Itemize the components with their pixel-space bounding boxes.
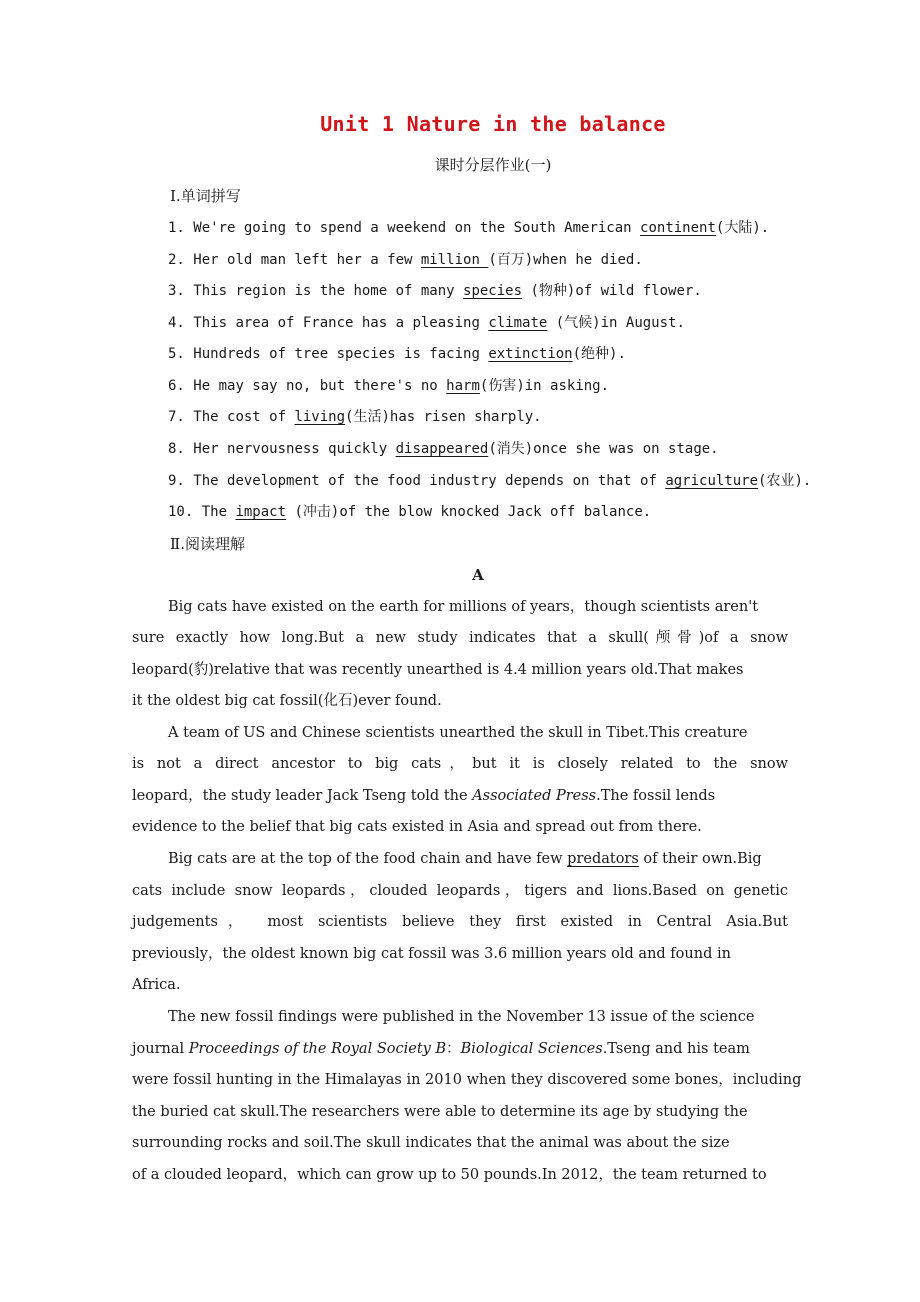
paragraph-line: journal Proceedings of the Royal Society B：Biological Sciences.Tseng and his team (132, 1041, 750, 1057)
answer: agriculture (665, 473, 759, 489)
paragraph-line: judgements， most scientists believe they first existed in Central Asia.But (132, 914, 788, 930)
answer: disappeared (395, 441, 489, 457)
list-item: 3. This region is the home of many species (物种)of wild flower. (168, 283, 702, 299)
italic-title: Biological Sciences (460, 1041, 603, 1057)
paragraph-line: sure exactly how long.But a new study indicates that a skull(颅骨)of a snow (132, 630, 788, 646)
list-item: 1. We're going to spend a weekend on the South American continent(大陆). (168, 220, 770, 236)
underlined-word: predators (567, 851, 639, 867)
answer: continent (640, 220, 716, 236)
list-item: 4. This area of France has a pleasing climate (气候)in August. (168, 315, 685, 331)
italic-title: Proceedings of the Royal Society B (188, 1041, 447, 1057)
italic-title: Associated Press (472, 788, 597, 804)
paragraph-line: it the oldest big cat fossil(化石)ever found. (132, 693, 442, 709)
paragraph-line: Africa. (132, 977, 181, 993)
paragraph-line: the buried cat skull.The researchers were able to determine its age by studying the (132, 1104, 748, 1120)
page-subtitle: 课时分层作业(一) (434, 156, 552, 174)
paragraph-line: of a clouded leopard，which can grow up to 50 pounds.In 2012，the team returned to (132, 1167, 767, 1183)
list-item: 2. Her old man left her a few million (百万)when he died. (168, 252, 643, 268)
passage-label: A (472, 566, 484, 584)
paragraph-line: leopard(豹)relative that was recently unearthed is 4.4 million years old.That makes (132, 662, 744, 678)
answer: harm (446, 378, 480, 394)
paragraph-line: evidence to the belief that big cats existed in Asia and spread out from there. (132, 819, 702, 835)
paragraph-line: The new fossil findings were published in the November 13 issue of the science (168, 1009, 755, 1025)
answer: million (420, 252, 489, 268)
answer: extinction (488, 346, 573, 362)
list-item: 7. The cost of living(生活)has risen sharply. (168, 409, 542, 425)
paragraph-line: A team of US and Chinese scientists unearthed the skull in Tibet.This creature (168, 725, 748, 741)
paragraph-line: previously，the oldest known big cat fossil was 3.6 million years old and found in (132, 946, 731, 962)
paragraph-line: surrounding rocks and soil.The skull indicates that the animal was about the size (132, 1135, 730, 1151)
answer: impact (235, 504, 287, 520)
paragraph-line: is not a direct ancestor to big cats，but it is closely related to the snow (132, 756, 788, 772)
list-item: 10. The impact (冲击)of the blow knocked Jack off balance. (168, 504, 652, 520)
answer: climate (488, 315, 548, 331)
section-heading-reading: Ⅱ.阅读理解 (170, 535, 245, 553)
list-item: 6. He may say no, but there's no harm(伤害)in asking. (168, 378, 610, 394)
paragraph-line: were fossil hunting in the Himalayas in 2010 when they discovered some bones，including (132, 1072, 802, 1088)
paragraph-line: Big cats are at the top of the food chain and have few predators of their own.Big (168, 851, 762, 867)
list-item: 8. Her nervousness quickly disappeared(消失)once she was on stage. (168, 441, 719, 457)
answer: living (294, 409, 346, 425)
paragraph-line: Big cats have existed on the earth for millions of years，though scientists aren't (168, 599, 759, 615)
list-item: 5. Hundreds of tree species is facing extinction(绝种). (168, 346, 626, 362)
answer: species (463, 283, 523, 299)
page-title: Unit 1 Nature in the balance (320, 112, 666, 136)
paragraph-line: leopard，the study leader Jack Tseng told the Associated Press.The fossil lends (132, 788, 716, 804)
list-item: 9. The development of the food industry depends on that of agriculture(农业). (168, 473, 812, 489)
paragraph-line: cats include snow leopards，clouded leopards，tigers and lions.Based on genetic (132, 883, 788, 899)
section-heading-spelling: Ⅰ.单词拼写 (170, 187, 241, 205)
